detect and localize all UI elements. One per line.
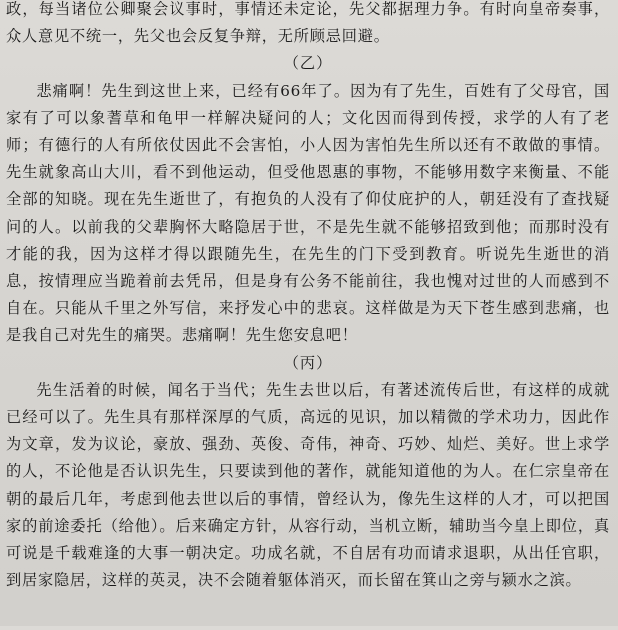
section-heading-bing: （丙） [283, 353, 333, 372]
section-heading-yi: （乙） [283, 54, 333, 73]
paragraph-3: 先生活着的时候，闻名于当代；先生去世以后，有著述流传后世，有这样的成就已经可以了。先生具有那样深厚的气质，高远的见识，加以精微的学术功力，因此作为文章，发为议论，豪放、强劲、英俊、奇伟，神奇、巧妙、灿烂、美好。世上求学的人，不论他是否认识先生，只要读到他的著作，就能知道他的为人。在仁宗皇帝在朝的最后几年，考虑到他去世以后的事情，曾经认为，像先生这样的人才，可以把国家的前途委托（给他）。后来确定方针，从容行动，当机立断，辅助当今皇上即位，真可说是千载难逢的大事一朝决定。功成名就，不自居有功而请求退职，从出任官职，到居家隐居，这样的英灵，决不会随着躯体消灭，而长留在箕山之旁与颍水之滨。 [6, 380, 610, 590]
paragraph-1: 政，每当诸位公卿聚会议事时，事情还未定论，先父都据理力争。有时向皇帝奏事，众人意见不统一，先父也会反复争辩，无所顾忌回避。 [6, 0, 610, 46]
paragraph-2: 悲痛啊！先生到这世上来，已经有66年了。因为有了先生，百姓有了父母官，国家有了可以象蓍草和龟甲一样解决疑问的人；文化因而得到传授，求学的人有了老师；有德行的人有所依仗因此不会害怕，小人因为害怕先生所以还有不敢做的事情。先生就象高山大川，看不到他运动，但受他恩惠的事物，不能够用数字来衡量、不能全部的知晓。现在先生逝世了，有抱负的人没有了仰仗庇护的人，朝廷没有了查找疑问的人。以前我的父辈胸怀大略隐居于世，不是先生就不能够招致到他；而那时没有才能的我，因为这样才得以跟随先生，在先生的门下受到教育。听说先生逝世的消息，按情理应当跪着前去凭吊，但是身有公务不能前往，我也愧对过世的人而感到不自在。只能从千里之外写信，来抒发心中的悲哀。这样做是为天下苍生感到悲痛，也是我自己对先生的痛哭。悲痛啊！先生您安息吧！ [6, 81, 610, 345]
